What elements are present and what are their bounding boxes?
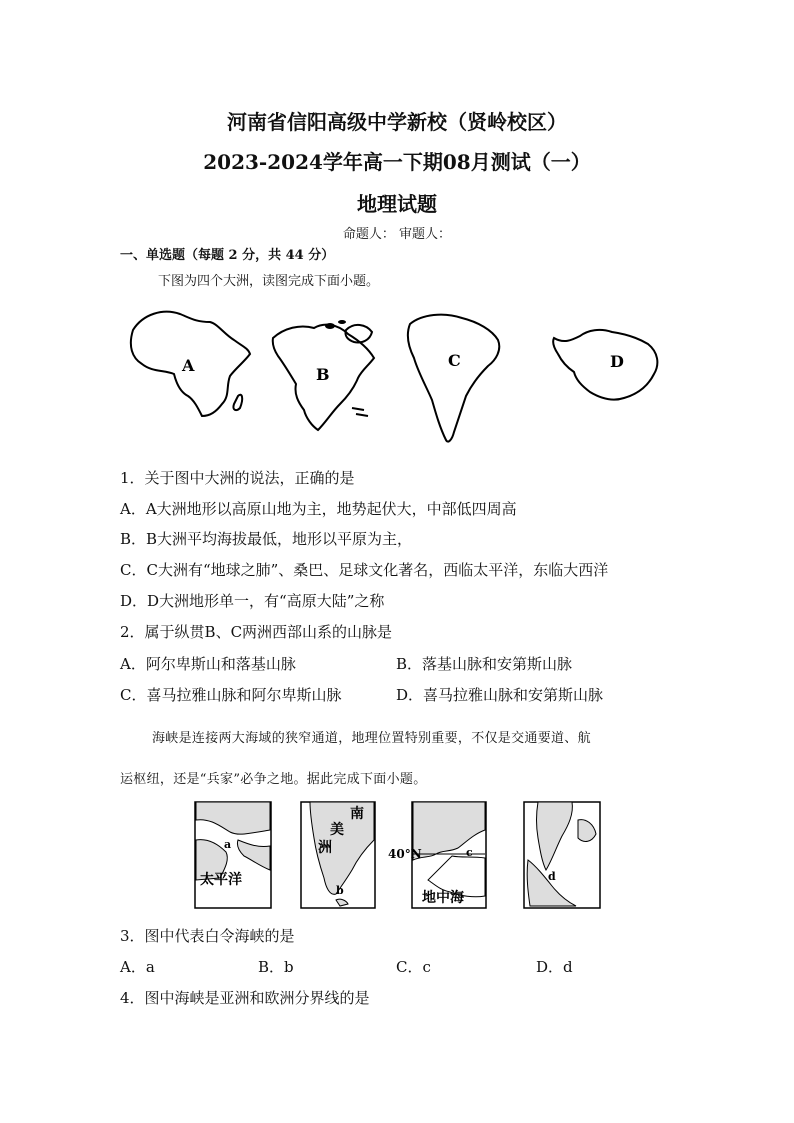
continents-figure bbox=[118, 300, 678, 450]
q1-option-b[interactable]: B．B大洲平均海拔最低，地形以平原为主， bbox=[120, 530, 413, 548]
strait-map-a bbox=[195, 802, 271, 908]
group2-intro-line1: 海峡是连接两大海域的狭窄通道，地理位置特别重要，不仅是交通要道、航 bbox=[152, 731, 591, 746]
q3-option-b[interactable]: B．b bbox=[258, 958, 294, 976]
continent-label-a: A bbox=[182, 356, 195, 375]
map2-label-south: 南 bbox=[350, 806, 364, 822]
strait-point-b: b bbox=[336, 884, 344, 897]
q1-stem: 1．关于图中大洲的说法，正确的是 bbox=[120, 469, 355, 487]
strait-point-a: a bbox=[224, 838, 232, 851]
q4-stem: 4．图中海峡是亚洲和欧洲分界线的是 bbox=[120, 989, 370, 1007]
continent-label-d: D bbox=[610, 352, 624, 371]
group2-intro-line2: 运枢纽，还是“兵家”必争之地。据此完成下面小题。 bbox=[120, 772, 427, 787]
q3-option-c[interactable]: C．c bbox=[396, 958, 431, 976]
exam-authors: 命题人： 审题人： bbox=[342, 227, 452, 242]
exam-title-subject: 地理试题 bbox=[357, 192, 437, 216]
section-heading: 一、单选题（每题 2 分，共 44 分） bbox=[120, 248, 335, 263]
q1-option-a[interactable]: A．A大洲地形以高原山地为主，地势起伏大，中部低四周高 bbox=[120, 500, 517, 518]
q2-stem: 2．属于纵贯B、C两洲西部山系的山脉是 bbox=[120, 623, 393, 641]
arctic-island bbox=[338, 320, 346, 324]
strait-point-d: d bbox=[548, 870, 556, 883]
exam-title-session: 2023-2024学年高一下期08月测试（一） bbox=[203, 150, 591, 174]
q3-option-a[interactable]: A．a bbox=[120, 958, 155, 976]
continent-label-c: C bbox=[448, 351, 461, 370]
madagascar-shape bbox=[233, 395, 242, 410]
continent-south-america bbox=[408, 315, 499, 442]
greenland-shape bbox=[345, 325, 372, 343]
q3-option-d[interactable]: D．d bbox=[536, 958, 573, 976]
strait-map-b bbox=[301, 802, 375, 908]
strait-map-c bbox=[388, 802, 486, 908]
strait-point-c: c bbox=[466, 846, 473, 859]
strait-map-d bbox=[524, 802, 600, 908]
q2-option-d[interactable]: D．喜马拉雅山脉和安第斯山脉 bbox=[396, 686, 604, 704]
q1-option-c[interactable]: C．C大洲有“地球之肺”、桑巴、足球文化著名，西临太平洋，东临大西洋 bbox=[120, 561, 609, 579]
q2-option-b[interactable]: B．落基山脉和安第斯山脉 bbox=[396, 655, 573, 673]
q2-option-c[interactable]: C．喜马拉雅山脉和阿尔卑斯山脉 bbox=[120, 686, 342, 704]
straits-figure bbox=[190, 800, 610, 912]
map2-label-america: 美 bbox=[330, 822, 344, 838]
q1-option-d[interactable]: D．D大洲地形单一，有“高原大陆”之称 bbox=[120, 592, 385, 610]
continent-label-b: B bbox=[316, 365, 330, 384]
exam-title-school: 河南省信阳高级中学新校（贤岭校区） bbox=[227, 110, 567, 134]
q2-option-a[interactable]: A．阿尔卑斯山和落基山脉 bbox=[120, 655, 296, 673]
map3-sea-label: 地中海 bbox=[422, 890, 464, 906]
continent-antarctica bbox=[553, 330, 657, 400]
map2-label-continent: 洲 bbox=[318, 840, 332, 856]
map3-latitude-label: 40°N bbox=[388, 847, 422, 861]
map1-ocean-label: 太平洋 bbox=[200, 872, 242, 888]
q3-stem: 3．图中代表白令海峡的是 bbox=[120, 927, 295, 945]
caribbean-islands bbox=[352, 408, 368, 416]
group1-intro: 下图为四个大洲，读图完成下面小题。 bbox=[158, 274, 380, 289]
arctic-island bbox=[325, 323, 335, 329]
